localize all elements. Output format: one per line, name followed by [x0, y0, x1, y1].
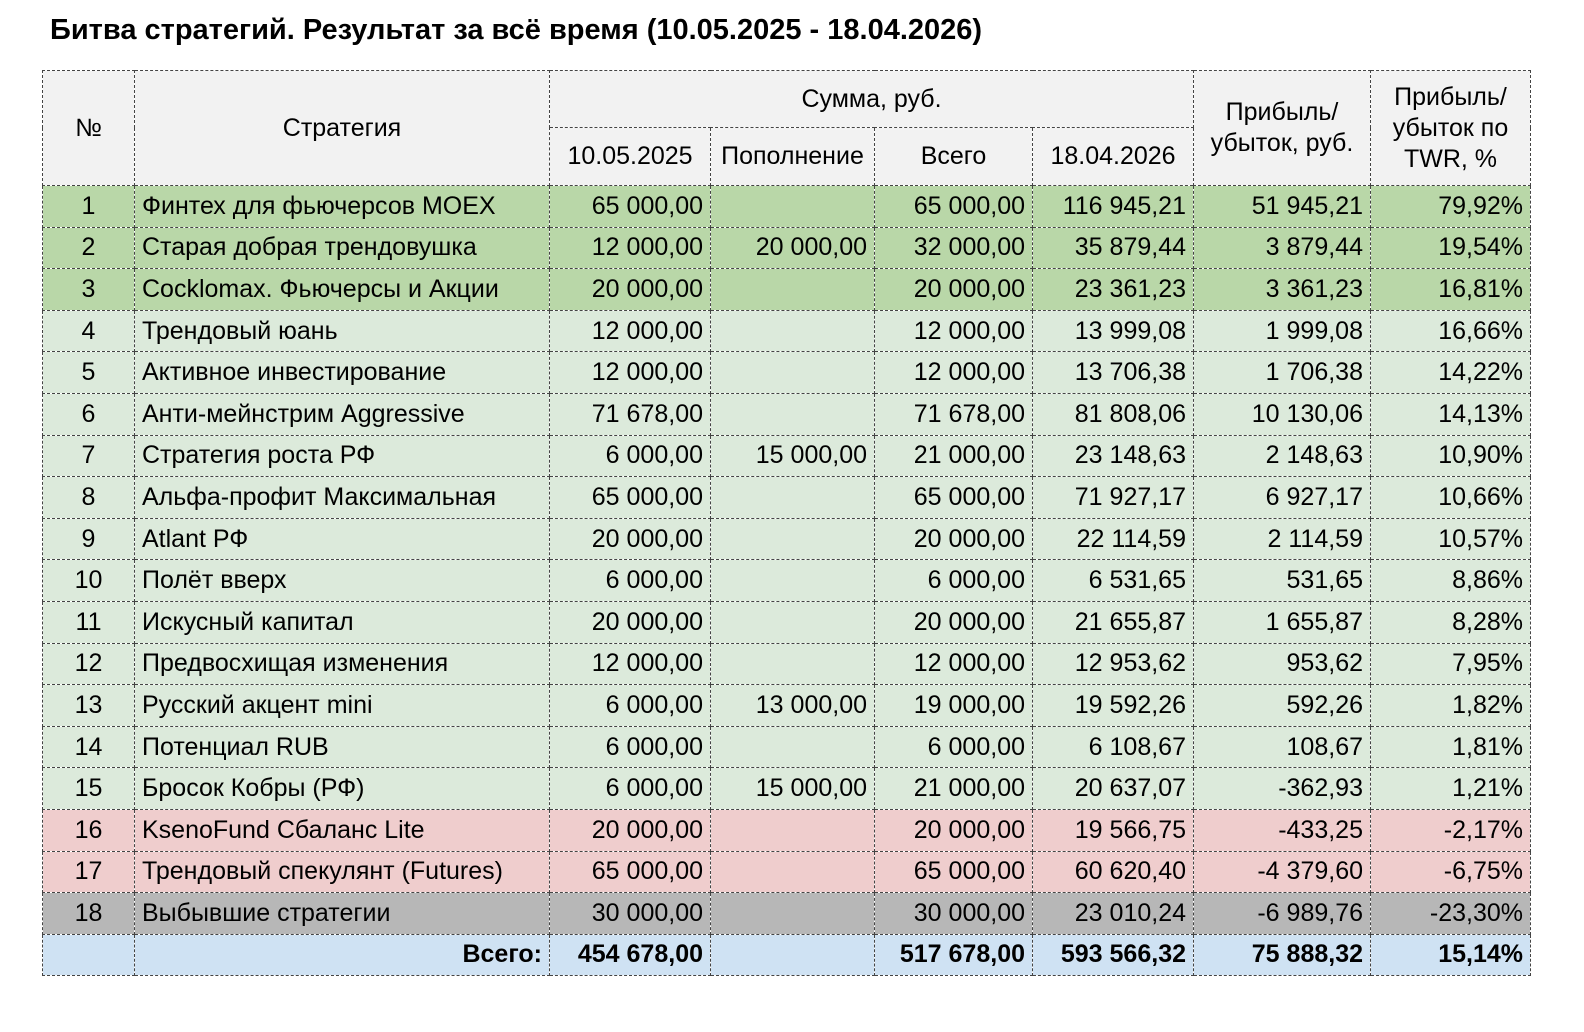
- row-num: 7: [43, 435, 135, 477]
- row-topup-amount: [711, 393, 875, 435]
- totals-row: [43, 934, 1531, 976]
- row-topup-amount: [711, 518, 875, 560]
- row-topup-amount: [711, 809, 875, 851]
- header-start: 10.05.2025: [550, 128, 711, 186]
- table-row: [43, 851, 1531, 893]
- row-end-amount: 35 879,44: [1033, 227, 1194, 269]
- totals-start: 454 678,00: [550, 934, 711, 976]
- page-title: Битва стратегий. Результат за всё время (10.05.2025 - 18.04.2026): [50, 14, 983, 46]
- row-total-amount: 20 000,00: [875, 809, 1033, 851]
- row-end-amount: 116 945,21: [1033, 186, 1194, 228]
- row-total-amount: 21 000,00: [875, 768, 1033, 810]
- row-start-amount: 20 000,00: [550, 269, 711, 311]
- row-strategy-name: Потенциал RUB: [135, 726, 550, 768]
- header-sum-group: Сумма, руб.: [550, 71, 1194, 128]
- row-profit: 3 361,23: [1194, 269, 1371, 311]
- row-profit: 10 130,06: [1194, 393, 1371, 435]
- row-twr: 14,22%: [1371, 352, 1531, 394]
- row-profit: 2 114,59: [1194, 518, 1371, 560]
- row-twr: 1,82%: [1371, 685, 1531, 727]
- header-profit: Прибыль/ убыток, руб.: [1194, 71, 1371, 186]
- row-end-amount: 19 592,26: [1033, 685, 1194, 727]
- row-topup-amount: [711, 310, 875, 352]
- row-topup-amount: [711, 643, 875, 685]
- row-topup-amount: 15 000,00: [711, 435, 875, 477]
- row-total-amount: 12 000,00: [875, 352, 1033, 394]
- row-strategy-name: Активное инвестирование: [135, 352, 550, 394]
- row-profit: 2 148,63: [1194, 435, 1371, 477]
- row-num: 8: [43, 477, 135, 519]
- strategies-table: [42, 70, 1531, 976]
- table-row: [43, 726, 1531, 768]
- row-profit: -362,93: [1194, 768, 1371, 810]
- table-row: [43, 269, 1531, 311]
- row-twr: 79,92%: [1371, 186, 1531, 228]
- row-topup-amount: [711, 893, 875, 935]
- table-row: [43, 477, 1531, 519]
- row-strategy-name: Cocklomax. Фьючерсы и Акции: [135, 269, 550, 311]
- row-num: 10: [43, 560, 135, 602]
- row-end-amount: 71 927,17: [1033, 477, 1194, 519]
- table-row: [43, 560, 1531, 602]
- row-total-amount: 20 000,00: [875, 601, 1033, 643]
- table-row: [43, 768, 1531, 810]
- row-total-amount: 20 000,00: [875, 518, 1033, 560]
- row-end-amount: 19 566,75: [1033, 809, 1194, 851]
- table-row: [43, 186, 1531, 228]
- table-row: [43, 227, 1531, 269]
- row-num: 14: [43, 726, 135, 768]
- row-start-amount: 71 678,00: [550, 393, 711, 435]
- row-start-amount: 65 000,00: [550, 186, 711, 228]
- row-total-amount: 12 000,00: [875, 310, 1033, 352]
- row-num: 15: [43, 768, 135, 810]
- table-row: [43, 393, 1531, 435]
- row-topup-amount: [711, 601, 875, 643]
- row-total-amount: 71 678,00: [875, 393, 1033, 435]
- row-twr: 7,95%: [1371, 643, 1531, 685]
- row-strategy-name: Искусный капитал: [135, 601, 550, 643]
- row-total-amount: 32 000,00: [875, 227, 1033, 269]
- totals-num-cell: [43, 934, 135, 976]
- row-twr: 10,90%: [1371, 435, 1531, 477]
- row-end-amount: 12 953,62: [1033, 643, 1194, 685]
- row-num: 18: [43, 893, 135, 935]
- row-start-amount: 6 000,00: [550, 685, 711, 727]
- row-strategy-name: KsenoFund Сбаланс Lite: [135, 809, 550, 851]
- row-total-amount: 30 000,00: [875, 893, 1033, 935]
- row-num: 13: [43, 685, 135, 727]
- row-topup-amount: 20 000,00: [711, 227, 875, 269]
- row-start-amount: 12 000,00: [550, 227, 711, 269]
- header-end: 18.04.2026: [1033, 128, 1194, 186]
- totals-twr: 15,14%: [1371, 934, 1531, 976]
- row-twr: 1,81%: [1371, 726, 1531, 768]
- row-num: 16: [43, 809, 135, 851]
- row-profit: 953,62: [1194, 643, 1371, 685]
- row-profit: -6 989,76: [1194, 893, 1371, 935]
- totals-label: Всего:: [135, 934, 550, 976]
- table-row: [43, 601, 1531, 643]
- table-row: [43, 435, 1531, 477]
- row-strategy-name: Предвосхищая изменения: [135, 643, 550, 685]
- row-total-amount: 12 000,00: [875, 643, 1033, 685]
- row-total-amount: 6 000,00: [875, 560, 1033, 602]
- row-twr: -2,17%: [1371, 809, 1531, 851]
- row-num: 1: [43, 186, 135, 228]
- row-end-amount: 23 361,23: [1033, 269, 1194, 311]
- row-num: 12: [43, 643, 135, 685]
- row-start-amount: 6 000,00: [550, 768, 711, 810]
- table-row: [43, 809, 1531, 851]
- row-twr: 1,21%: [1371, 768, 1531, 810]
- row-profit: 6 927,17: [1194, 477, 1371, 519]
- row-strategy-name: Русский акцент mini: [135, 685, 550, 727]
- row-topup-amount: 13 000,00: [711, 685, 875, 727]
- row-topup-amount: [711, 186, 875, 228]
- row-profit: -4 379,60: [1194, 851, 1371, 893]
- row-topup-amount: [711, 269, 875, 311]
- row-start-amount: 12 000,00: [550, 310, 711, 352]
- row-end-amount: 20 637,07: [1033, 768, 1194, 810]
- row-num: 9: [43, 518, 135, 560]
- row-start-amount: 20 000,00: [550, 518, 711, 560]
- table-body: [43, 186, 1531, 935]
- row-strategy-name: Анти-мейнстрим Aggressive: [135, 393, 550, 435]
- row-twr: 14,13%: [1371, 393, 1531, 435]
- row-twr: 10,66%: [1371, 477, 1531, 519]
- row-end-amount: 21 655,87: [1033, 601, 1194, 643]
- row-topup-amount: [711, 477, 875, 519]
- row-total-amount: 6 000,00: [875, 726, 1033, 768]
- row-topup-amount: 15 000,00: [711, 768, 875, 810]
- row-strategy-name: Atlant РФ: [135, 518, 550, 560]
- row-strategy-name: Стратегия роста РФ: [135, 435, 550, 477]
- row-end-amount: 13 706,38: [1033, 352, 1194, 394]
- row-twr: -6,75%: [1371, 851, 1531, 893]
- table-row: [43, 685, 1531, 727]
- table-row: [43, 893, 1531, 935]
- row-strategy-name: Старая добрая трендовушка: [135, 227, 550, 269]
- row-twr: 16,66%: [1371, 310, 1531, 352]
- row-topup-amount: [711, 851, 875, 893]
- row-end-amount: 60 620,40: [1033, 851, 1194, 893]
- table-row: [43, 310, 1531, 352]
- row-twr: 19,54%: [1371, 227, 1531, 269]
- row-num: 11: [43, 601, 135, 643]
- row-start-amount: 6 000,00: [550, 560, 711, 602]
- row-profit: 1 999,08: [1194, 310, 1371, 352]
- row-strategy-name: Трендовый юань: [135, 310, 550, 352]
- row-end-amount: 6 108,67: [1033, 726, 1194, 768]
- row-num: 17: [43, 851, 135, 893]
- header-total: Всего: [875, 128, 1033, 186]
- row-start-amount: 20 000,00: [550, 601, 711, 643]
- row-profit: -433,25: [1194, 809, 1371, 851]
- row-num: 6: [43, 393, 135, 435]
- row-end-amount: 13 999,08: [1033, 310, 1194, 352]
- row-end-amount: 23 010,24: [1033, 893, 1194, 935]
- row-end-amount: 6 531,65: [1033, 560, 1194, 602]
- header-strategy: Стратегия: [135, 71, 550, 186]
- row-start-amount: 12 000,00: [550, 352, 711, 394]
- row-profit: 1 655,87: [1194, 601, 1371, 643]
- row-end-amount: 23 148,63: [1033, 435, 1194, 477]
- header-topup: Пополнение: [711, 128, 875, 186]
- row-strategy-name: Альфа-профит Максимальная: [135, 477, 550, 519]
- row-end-amount: 81 808,06: [1033, 393, 1194, 435]
- table-row: [43, 643, 1531, 685]
- row-num: 4: [43, 310, 135, 352]
- totals-profit: 75 888,32: [1194, 934, 1371, 976]
- row-profit: 3 879,44: [1194, 227, 1371, 269]
- row-profit: 1 706,38: [1194, 352, 1371, 394]
- row-total-amount: 21 000,00: [875, 435, 1033, 477]
- row-twr: 8,28%: [1371, 601, 1531, 643]
- header-twr: Прибыль/ убыток по TWR, %: [1371, 71, 1531, 186]
- totals-end: 593 566,32: [1033, 934, 1194, 976]
- row-total-amount: 65 000,00: [875, 477, 1033, 519]
- row-profit: 108,67: [1194, 726, 1371, 768]
- row-strategy-name: Полёт вверх: [135, 560, 550, 602]
- row-topup-amount: [711, 352, 875, 394]
- row-twr: 16,81%: [1371, 269, 1531, 311]
- row-total-amount: 65 000,00: [875, 186, 1033, 228]
- row-num: 3: [43, 269, 135, 311]
- row-start-amount: 20 000,00: [550, 809, 711, 851]
- row-start-amount: 12 000,00: [550, 643, 711, 685]
- row-total-amount: 20 000,00: [875, 269, 1033, 311]
- row-profit: 531,65: [1194, 560, 1371, 602]
- row-strategy-name: Трендовый спекулянт (Futures): [135, 851, 550, 893]
- row-start-amount: 65 000,00: [550, 851, 711, 893]
- row-profit: 51 945,21: [1194, 186, 1371, 228]
- row-num: 5: [43, 352, 135, 394]
- totals-total: 517 678,00: [875, 934, 1033, 976]
- row-strategy-name: Бросок Кобры (РФ): [135, 768, 550, 810]
- row-topup-amount: [711, 726, 875, 768]
- row-strategy-name: Финтех для фьючерсов MOEX: [135, 186, 550, 228]
- row-start-amount: 30 000,00: [550, 893, 711, 935]
- row-start-amount: 65 000,00: [550, 477, 711, 519]
- row-start-amount: 6 000,00: [550, 435, 711, 477]
- header-num: №: [43, 71, 135, 186]
- row-twr: -23,30%: [1371, 893, 1531, 935]
- row-end-amount: 22 114,59: [1033, 518, 1194, 560]
- row-strategy-name: Выбывшие стратегии: [135, 893, 550, 935]
- totals-topup: [711, 934, 875, 976]
- row-total-amount: 65 000,00: [875, 851, 1033, 893]
- row-topup-amount: [711, 560, 875, 602]
- row-num: 2: [43, 227, 135, 269]
- table-row: [43, 352, 1531, 394]
- table-row: [43, 518, 1531, 560]
- row-start-amount: 6 000,00: [550, 726, 711, 768]
- row-twr: 10,57%: [1371, 518, 1531, 560]
- row-profit: 592,26: [1194, 685, 1371, 727]
- row-twr: 8,86%: [1371, 560, 1531, 602]
- row-total-amount: 19 000,00: [875, 685, 1033, 727]
